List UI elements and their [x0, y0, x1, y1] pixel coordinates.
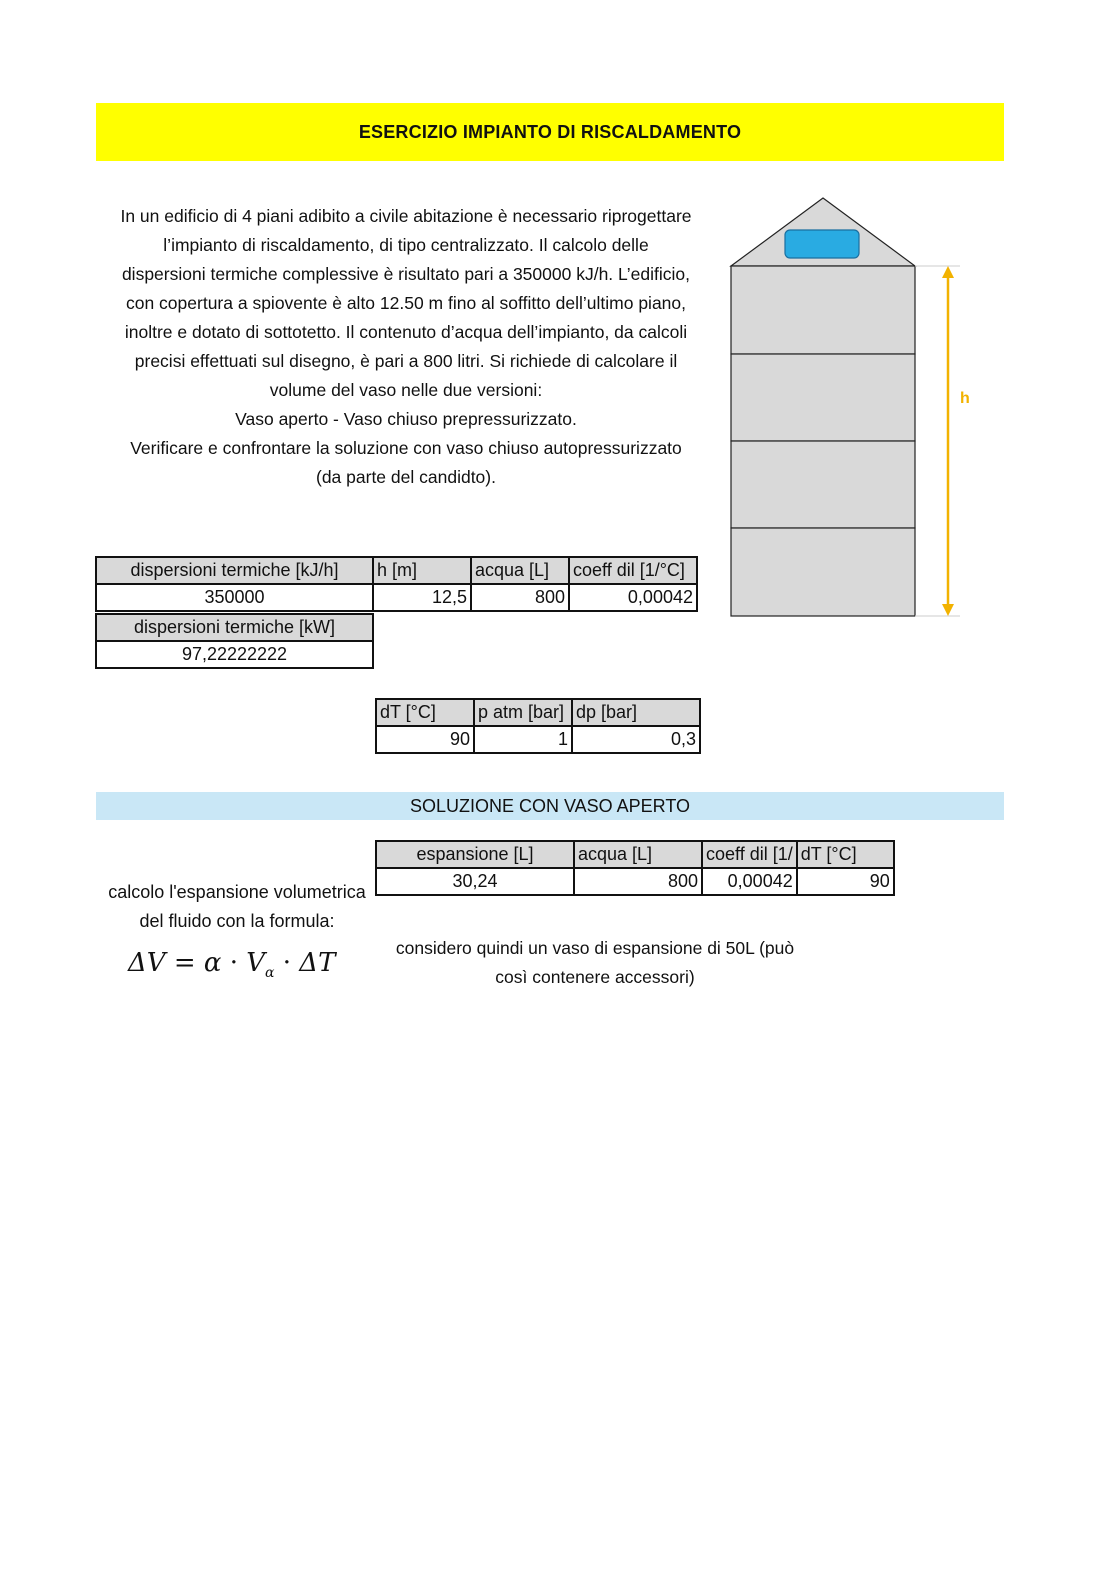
intro-line: volume del vaso nelle due versioni: — [269, 380, 543, 400]
calc-line: calcolo l'espansione volumetrica — [108, 882, 366, 902]
intro-line: (da parte del candidto). — [316, 467, 496, 487]
header-acqua: acqua [L] — [471, 557, 569, 584]
header-dispersioni-kw: dispersioni termiche [kW] — [96, 614, 373, 641]
value-dispersioni-kjh: 350000 — [96, 584, 373, 611]
formula-v-sub: α — [265, 965, 275, 982]
title-bar — [96, 103, 1004, 161]
header-dt: dT [°C] — [376, 699, 474, 726]
conclusion-text — [380, 934, 810, 992]
value-acqua: 800 — [574, 868, 702, 895]
calc-line: del fluido con la formula: — [139, 911, 335, 931]
expansion-table — [375, 840, 895, 896]
header-dp: dp [bar] — [572, 699, 700, 726]
intro-line: l’impianto di riscaldamento, di tipo centralizzato. Il calcolo delle — [163, 235, 649, 255]
arrowhead-down-icon — [942, 604, 954, 616]
floor-2 — [731, 441, 915, 528]
intro-line: dispersioni termiche complessive è risultato pari a 350000 kJ/h. L’edificio, — [121, 264, 691, 284]
expansion-formula — [128, 948, 335, 981]
intro-line: Verificare e confrontare la soluzione con vaso chiuso autopressurizzato — [130, 438, 682, 458]
value-acqua: 800 — [471, 584, 569, 611]
formula-dt: ΔT — [299, 948, 336, 978]
building-diagram — [728, 196, 978, 622]
header-dispersioni-kjh: dispersioni termiche [kJ/h] — [96, 557, 373, 584]
calc-description — [96, 878, 378, 936]
intro-line: precisi effettuati sul disegno, è pari a 800 litri. Si richiede di calcolare il — [134, 351, 678, 371]
expansion-tank-icon — [785, 230, 859, 258]
height-label: h — [960, 390, 970, 407]
value-dispersioni-kw: 97,22222222 — [96, 641, 373, 668]
conclusion-line: considero quindi un vaso di espansione di 50L (può — [395, 938, 795, 958]
pressure-table — [375, 698, 701, 754]
formula-alpha: α — [203, 948, 222, 978]
intro-line: In un edificio di 4 piani adibito a civile abitazione è necessario riprogettare — [120, 206, 692, 226]
formula-dot: · — [229, 948, 238, 978]
header-acqua: acqua [L] — [574, 841, 702, 868]
arrowhead-up-icon — [942, 266, 954, 278]
floor-1 — [731, 528, 915, 616]
header-espansione: espansione [L] — [376, 841, 574, 868]
intro-line: inoltre e dotato di sottotetto. Il contenuto d’acqua dell’impianto, da calcoli — [124, 322, 688, 342]
formula-lhs: ΔV — [128, 948, 166, 978]
floor-4 — [731, 266, 915, 354]
value-h: 12,5 — [373, 584, 471, 611]
floor-3 — [731, 354, 915, 441]
solution-title: SOLUZIONE CON VASO APERTO — [409, 795, 691, 816]
header-dt: dT [°C] — [797, 841, 894, 868]
value-coeff-dil: 0,00042 — [569, 584, 697, 611]
intro-line: Vaso aperto - Vaso chiuso prepressurizzato. — [235, 409, 577, 429]
header-coeff-dil: coeff dil [1/ — [702, 841, 797, 868]
header-coeff-dil: coeff dil [1/°C] — [569, 557, 697, 584]
value-p-atm: 1 — [474, 726, 572, 753]
kw-table — [95, 613, 374, 669]
value-dp: 0,3 — [572, 726, 700, 753]
formula-dot: · — [282, 948, 292, 978]
value-espansione: 30,24 — [376, 868, 574, 895]
solution-bar — [96, 792, 1004, 820]
header-h: h [m] — [373, 557, 471, 584]
formula-equals: = — [173, 948, 196, 978]
value-coeff-dil: 0,00042 — [702, 868, 797, 895]
intro-line: con copertura a spiovente è alto 12.50 m fino al soffitto dell’ultimo piano, — [125, 293, 687, 313]
value-dt: 90 — [797, 868, 894, 895]
formula-v: V — [246, 948, 266, 978]
value-dt: 90 — [376, 726, 474, 753]
header-p-atm: p atm [bar] — [474, 699, 572, 726]
problem-statement — [96, 202, 716, 492]
page-title: ESERCIZIO IMPIANTO DI RISCALDAMENTO — [358, 121, 742, 142]
conclusion-line: così contenere accessori) — [495, 967, 695, 987]
input-data-table — [95, 556, 698, 612]
